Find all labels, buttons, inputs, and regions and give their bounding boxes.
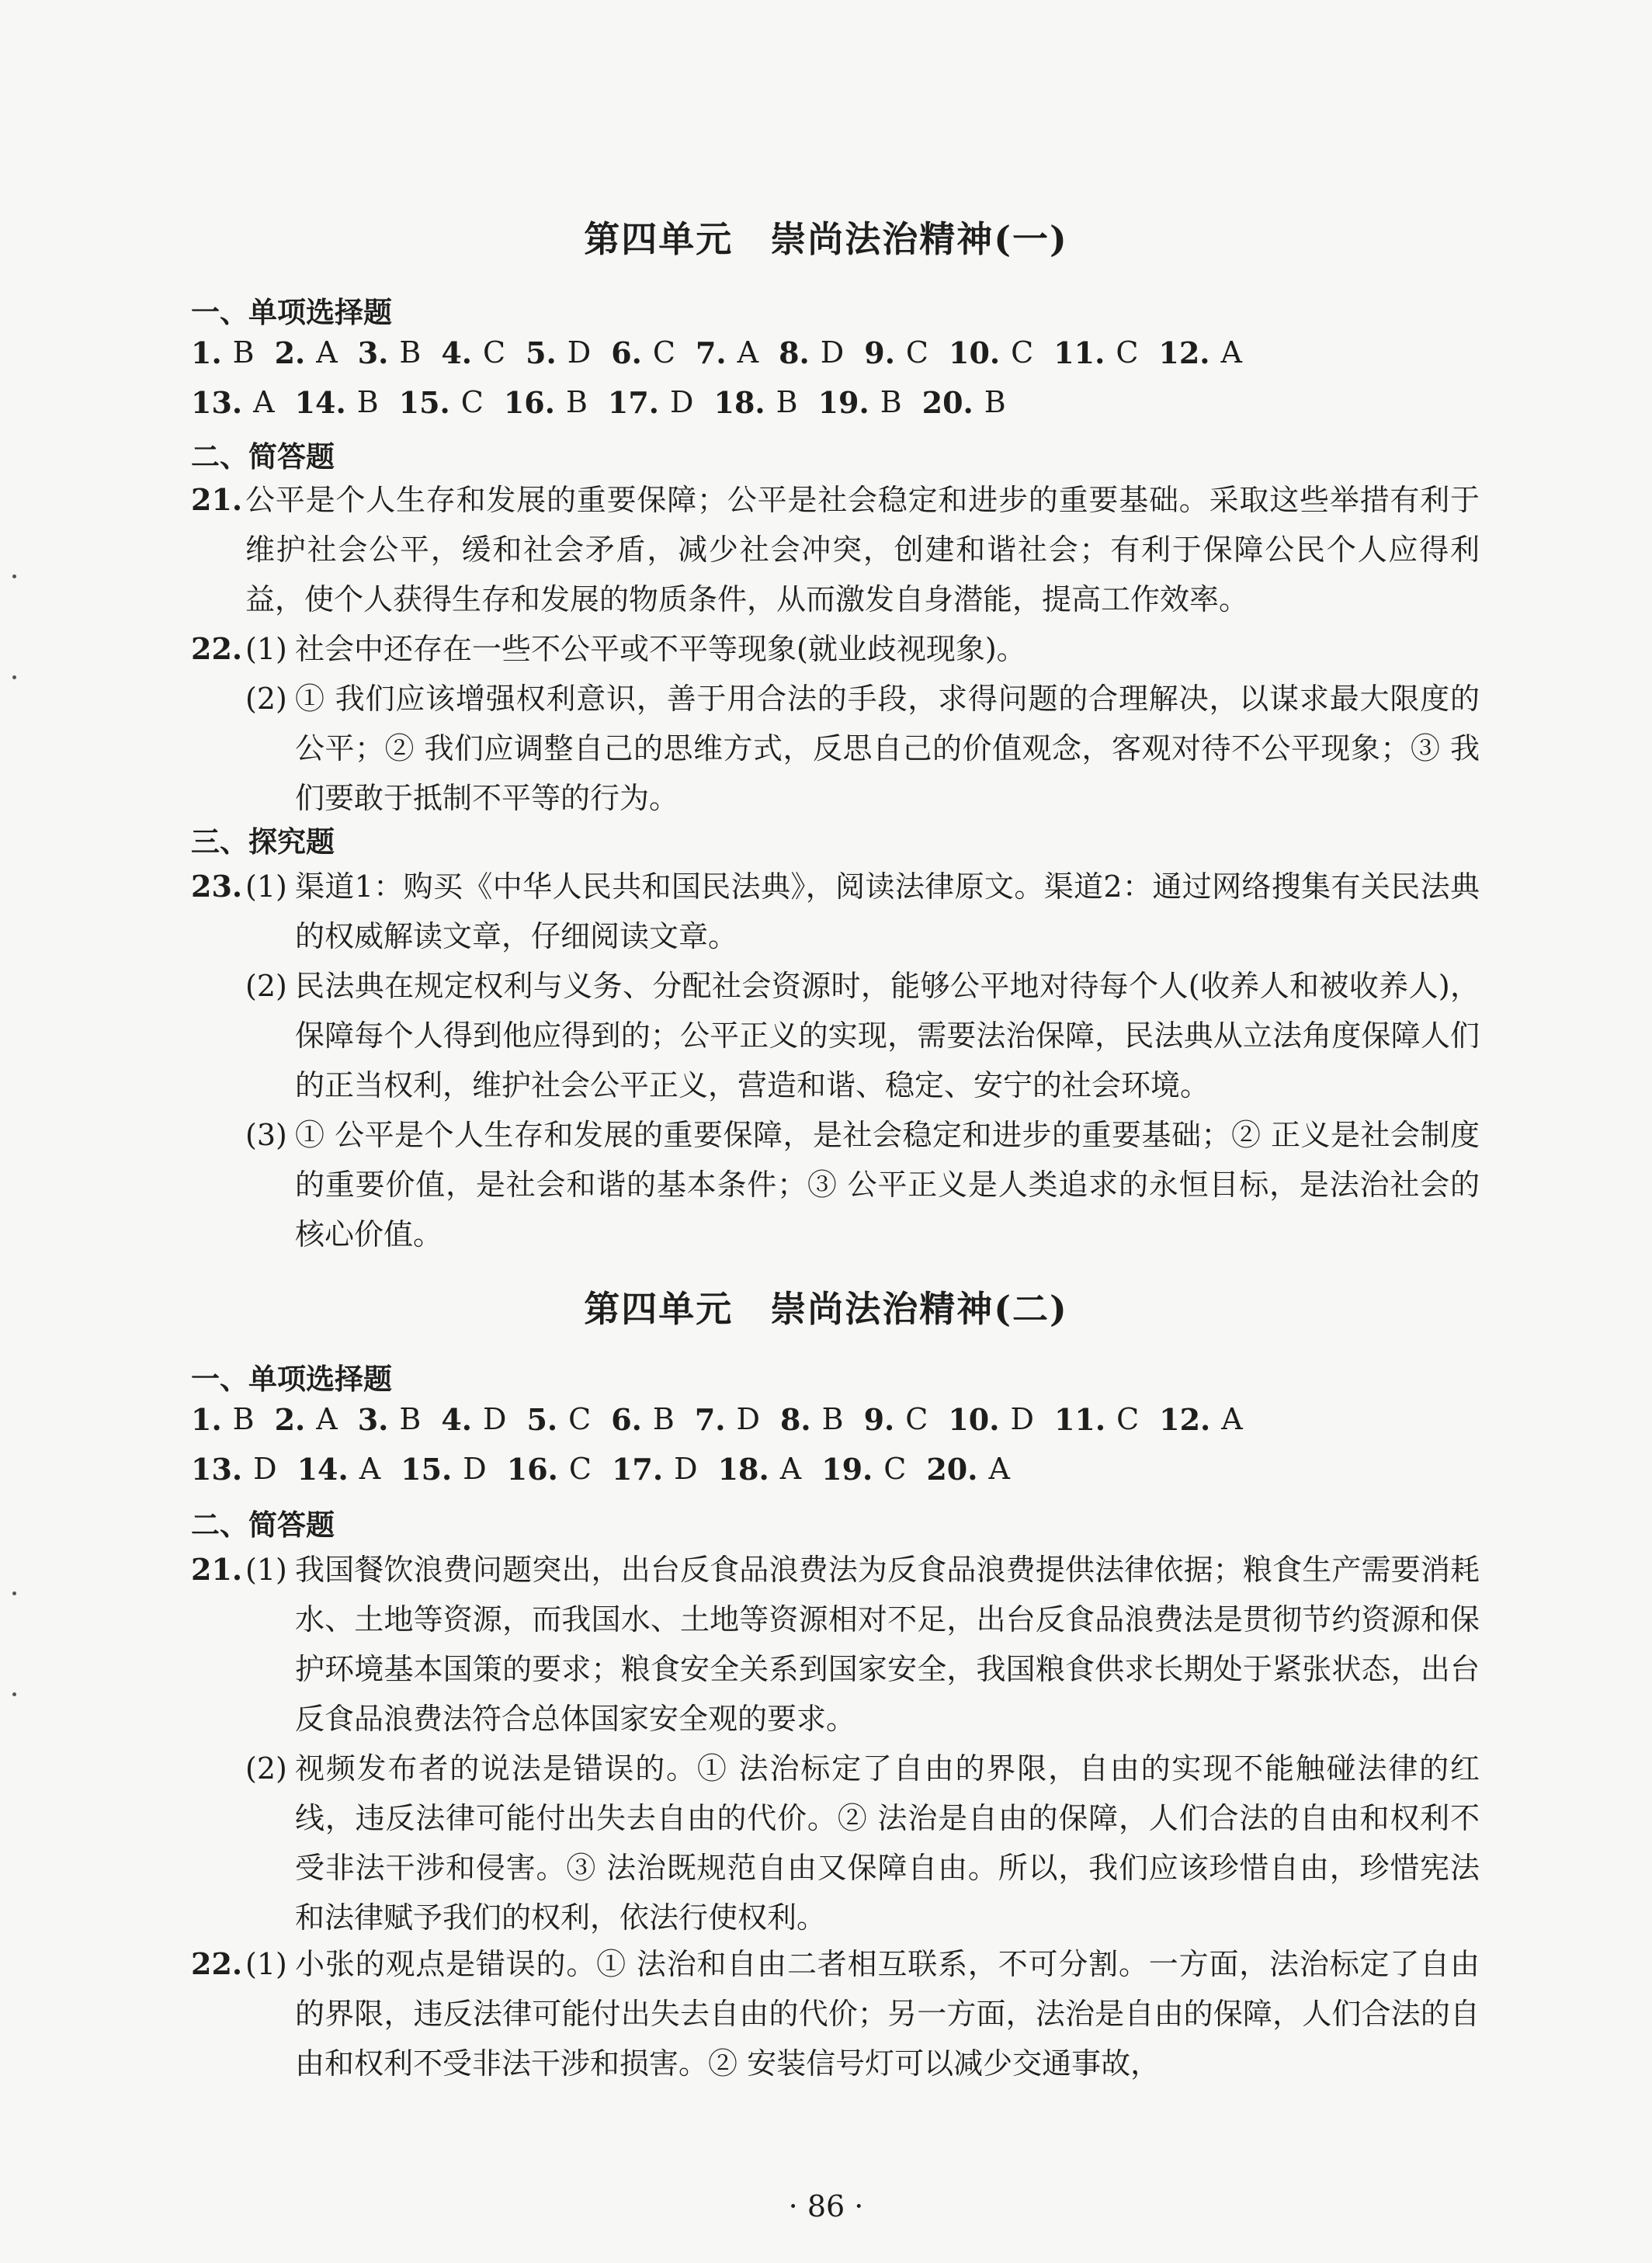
mcq-choice: A — [316, 1402, 338, 1436]
mcq-number: 9. — [863, 1402, 895, 1437]
mcq-answer — [358, 1402, 422, 1437]
mcq-answer — [504, 385, 588, 420]
mcq-number: 7. — [695, 335, 727, 370]
mcq-choice: B — [399, 335, 422, 370]
mcq-answer — [612, 1452, 698, 1487]
mcq-choice: A — [737, 335, 759, 370]
mcq-number: 10. — [949, 335, 1001, 370]
mcq-number: 9. — [864, 335, 895, 370]
mcq-choice: B — [821, 1402, 844, 1436]
mcq-answer — [1159, 1402, 1243, 1437]
scan-mark — [12, 1591, 16, 1595]
mcq-choice: C — [905, 1402, 928, 1436]
mcq-number: 15. — [398, 385, 450, 420]
mcq-choice: B — [880, 385, 902, 419]
mcq-choice: C — [568, 1452, 592, 1486]
unit1-question-22 — [191, 624, 1480, 823]
sub-number: (3) — [245, 1118, 287, 1152]
sub-text: ① 公平是个人生存和发展的重要保障，是社会稳定和进步的重要基础；② 正义是社会制度的重要价值，是社会和谐的基本条件；③ 公平正义是人类追求的永恒目标，是法治社会的核心价值。 — [295, 1118, 1480, 1251]
scan-mark — [12, 1692, 16, 1696]
scan-mark — [12, 574, 16, 578]
mcq-number: 8. — [779, 1402, 811, 1437]
mcq-answer — [864, 335, 928, 370]
mcq-number: 7. — [694, 1402, 726, 1437]
question-number: 23. — [191, 869, 243, 904]
mcq-number: 16. — [506, 1452, 558, 1487]
mcq-number: 17. — [607, 385, 660, 420]
mcq-choice: D — [670, 385, 694, 419]
mcq-choice: D — [463, 1452, 487, 1486]
mcq-answer — [191, 1402, 255, 1437]
unit1-mcq-row-2 — [191, 385, 1006, 420]
mcq-number: 8. — [779, 335, 810, 370]
mcq-number: 11. — [1053, 1402, 1106, 1437]
sub-number: (1) — [245, 1947, 287, 1981]
unit1-section-short: 二、简答题 — [191, 440, 335, 474]
mcq-number: 18. — [717, 1452, 769, 1487]
unit2-question-22 — [191, 1939, 1480, 2088]
mcq-choice: A — [253, 385, 275, 419]
mcq-number: 2. — [274, 1402, 306, 1437]
sub-answer — [245, 1545, 1480, 1744]
unit1-mcq-row-1 — [191, 335, 1242, 370]
sub-text: 社会中还存在一些不公平或不平等现象(就业歧视现象)。 — [295, 632, 1026, 666]
mcq-answer — [714, 385, 798, 420]
mcq-answer — [507, 1452, 592, 1487]
answer-text: 公平是个人生存和发展的重要保障；公平是社会稳定和进步的重要基础。采取这些举措有利于维护社会公平，缓和社会矛盾，减少社会冲突，创建和谐社会；有利于保障公民个人应得利益，使个人获得生存和发展的物质条件，从而激发自身潜能，提高工作效率。 — [245, 483, 1480, 616]
unit2-section-short: 二、简答题 — [191, 1508, 335, 1542]
mcq-number: 1. — [191, 335, 222, 370]
mcq-choice: B — [232, 335, 255, 370]
mcq-choice: C — [883, 1452, 907, 1486]
mcq-answer — [358, 335, 422, 370]
mcq-number: 15. — [401, 1452, 453, 1487]
mcq-number: 17. — [611, 1452, 664, 1487]
mcq-choice: C — [652, 335, 675, 370]
mcq-number: 6. — [611, 335, 642, 370]
sub-number: (1) — [245, 1553, 287, 1587]
mcq-answer — [275, 335, 338, 370]
sub-answer — [245, 624, 1480, 674]
mcq-number: 19. — [821, 1452, 873, 1487]
mcq-answer — [1053, 335, 1138, 370]
mcq-answer — [526, 335, 591, 370]
mcq-answer — [297, 1452, 381, 1487]
mcq-choice: C — [1011, 335, 1034, 370]
mcq-choice: D — [567, 335, 592, 370]
mcq-choice: D — [253, 1452, 277, 1486]
unit1-section-mcq: 一、单项选择题 — [191, 296, 392, 329]
sub-text: 渠道1：购买《中华人民共和国民法典》，阅读法律原文。渠道2：通过网络搜集有关民法典的权威解读文章，仔细阅读文章。 — [295, 869, 1480, 953]
question-number: 22. — [191, 631, 243, 666]
mcq-number: 14. — [297, 1452, 349, 1487]
mcq-number: 12. — [1158, 335, 1210, 370]
page-number: · 86 · — [788, 2189, 864, 2223]
mcq-number: 3. — [357, 335, 389, 370]
mcq-answer — [526, 1402, 591, 1437]
mcq-number: 4. — [441, 1402, 473, 1437]
mcq-choice: D — [736, 1402, 760, 1436]
mcq-number: 4. — [441, 335, 473, 370]
unit2-question-21 — [191, 1545, 1480, 1942]
sub-number: (1) — [245, 869, 287, 904]
mcq-answer — [780, 1402, 844, 1437]
mcq-number: 14. — [294, 385, 346, 420]
sub-text: 视频发布者的说法是错误的。① 法治标定了自由的界限，自由的实现不能触碰法律的红线，违反法律可能付出失去自由的代价。② 法治是自由的保障，人们合法的自由和权利不受非法干涉和侵害。③ 法治既规范自由又保障自由。所以，我们应该珍惜自由，珍惜宪法和法律赋予我们的权利，依法行使权利。 — [295, 1751, 1480, 1935]
mcq-number: 12. — [1159, 1402, 1211, 1437]
mcq-number: 13. — [191, 385, 243, 420]
mcq-answer — [608, 385, 694, 420]
sub-number: (2) — [245, 969, 287, 1003]
mcq-choice: D — [483, 1402, 507, 1436]
mcq-choice: B — [565, 385, 588, 419]
mcq-answer — [718, 1452, 802, 1487]
mcq-choice: B — [776, 385, 798, 419]
sub-text: ① 我们应该增强权利意识，善于用合法的手段，求得问题的合理解决，以谋求最大限度的公平；② 我们应调整自己的思维方式，反思自己的价值观念，客观对待不公平现象；③ 我们要敢于抵制不平等的行为。 — [295, 682, 1480, 815]
mcq-answer — [864, 1402, 928, 1437]
sub-answer — [245, 674, 1480, 823]
mcq-choice: B — [399, 1402, 422, 1436]
mcq-choice: C — [905, 335, 928, 370]
mcq-answer — [949, 335, 1033, 370]
mcq-number: 20. — [926, 1452, 978, 1487]
unit2-title: 第四单元 崇尚法治精神(二) — [584, 1288, 1068, 1330]
mcq-answer — [821, 1452, 906, 1487]
mcq-choice: C — [1116, 335, 1139, 370]
mcq-answer — [611, 1402, 675, 1437]
sub-answer — [245, 1939, 1480, 2088]
mcq-number: 5. — [526, 1402, 558, 1437]
mcq-choice: B — [356, 385, 379, 419]
sub-text: 我国餐饮浪费问题突出，出台反食品浪费法为反食品浪费提供法律依据；粮食生产需要消耗水、土地等资源，而我国水、土地等资源相对不足，出台反食品浪费法是贯彻节约资源和保护环境基本国策的要求；粮食安全关系到国家安全，我国粮食供求长期处于紧张状态，出台反食品浪费法符合总体国家安全观的要求。 — [295, 1553, 1480, 1736]
mcq-choice: A — [1220, 335, 1242, 370]
unit2-mcq-row-1 — [191, 1402, 1243, 1437]
mcq-number: 2. — [274, 335, 306, 370]
mcq-answer — [926, 1452, 1010, 1487]
unit1-title: 第四单元 崇尚法治精神(一) — [584, 218, 1068, 260]
sub-text: 小张的观点是错误的。① 法治和自由二者相互联系，不可分割。一方面，法治标定了自由的界限，违反法律可能付出失去自由的代价；另一方面，法治是自由的保障，人们合法的自由和权利不受非法干涉和损害。② 安装信号灯可以减少交通事故， — [295, 1947, 1480, 2081]
mcq-choice: B — [652, 1402, 675, 1436]
mcq-choice: B — [984, 385, 1006, 419]
sub-number: (2) — [245, 682, 287, 716]
mcq-choice: A — [316, 335, 338, 370]
mcq-choice: A — [988, 1452, 1010, 1486]
mcq-answer — [1054, 1402, 1139, 1437]
mcq-choice: C — [568, 1402, 592, 1436]
mcq-choice: D — [1010, 1402, 1034, 1436]
sub-answer — [245, 1110, 1480, 1259]
unit2-mcq-row-2 — [191, 1452, 1010, 1487]
mcq-number: 18. — [713, 385, 765, 420]
mcq-answer — [779, 335, 844, 370]
mcq-number: 1. — [191, 1402, 222, 1437]
mcq-answer — [295, 385, 379, 420]
mcq-answer — [401, 1452, 487, 1487]
unit1-question-21 — [191, 475, 1480, 624]
mcq-answer — [948, 1402, 1034, 1437]
mcq-choice: D — [674, 1452, 698, 1486]
mcq-answer — [275, 1402, 338, 1437]
mcq-answer — [441, 335, 505, 370]
sub-text: 民法典在规定权利与义务、分配社会资源时，能够公平地对待每个人(收养人和被收养人)，保障每个人得到他应得到的；公平正义的实现，需要法治保障，民法典从立法角度保障人们的正当权利，维护社会公平正义，营造和谐、稳定、安宁的社会环境。 — [295, 969, 1480, 1102]
mcq-choice: A — [779, 1452, 802, 1486]
mcq-answer — [696, 335, 758, 370]
mcq-choice: D — [820, 335, 845, 370]
sub-answer — [245, 961, 1480, 1110]
scan-mark — [12, 675, 16, 679]
mcq-number: 6. — [611, 1402, 642, 1437]
question-number: 22. — [191, 1946, 243, 1981]
question-number: 21. — [191, 1552, 243, 1587]
mcq-answer — [922, 385, 1006, 420]
mcq-choice: C — [1116, 1402, 1140, 1436]
mcq-choice: B — [232, 1402, 255, 1436]
mcq-answer — [191, 1452, 277, 1487]
sub-answer — [245, 1744, 1480, 1942]
sub-answer — [245, 862, 1480, 961]
unit1-section-inquiry: 三、探究题 — [191, 825, 335, 859]
mcq-answer — [1158, 335, 1242, 370]
question-number: 21. — [191, 482, 243, 517]
mcq-answer — [695, 1402, 760, 1437]
sub-number: (2) — [245, 1751, 287, 1786]
mcq-number: 16. — [503, 385, 555, 420]
mcq-answer — [399, 385, 484, 420]
mcq-number: 10. — [948, 1402, 1000, 1437]
mcq-number: 20. — [921, 385, 974, 420]
mcq-number: 3. — [357, 1402, 389, 1437]
mcq-choice: A — [359, 1452, 381, 1486]
sub-number: (1) — [245, 632, 287, 666]
mcq-number: 11. — [1053, 335, 1105, 370]
mcq-number: 5. — [526, 335, 557, 370]
mcq-answer — [818, 385, 902, 420]
mcq-choice: C — [460, 385, 484, 419]
mcq-choice: C — [483, 335, 506, 370]
mcq-answer — [441, 1402, 506, 1437]
unit2-section-mcq: 一、单项选择题 — [191, 1362, 392, 1396]
mcq-number: 13. — [191, 1452, 243, 1487]
mcq-number: 19. — [817, 385, 869, 420]
mcq-answer — [191, 385, 275, 420]
unit1-question-23 — [191, 862, 1480, 1259]
mcq-answer — [191, 335, 255, 370]
mcq-choice: A — [1221, 1402, 1243, 1436]
mcq-answer — [611, 335, 675, 370]
